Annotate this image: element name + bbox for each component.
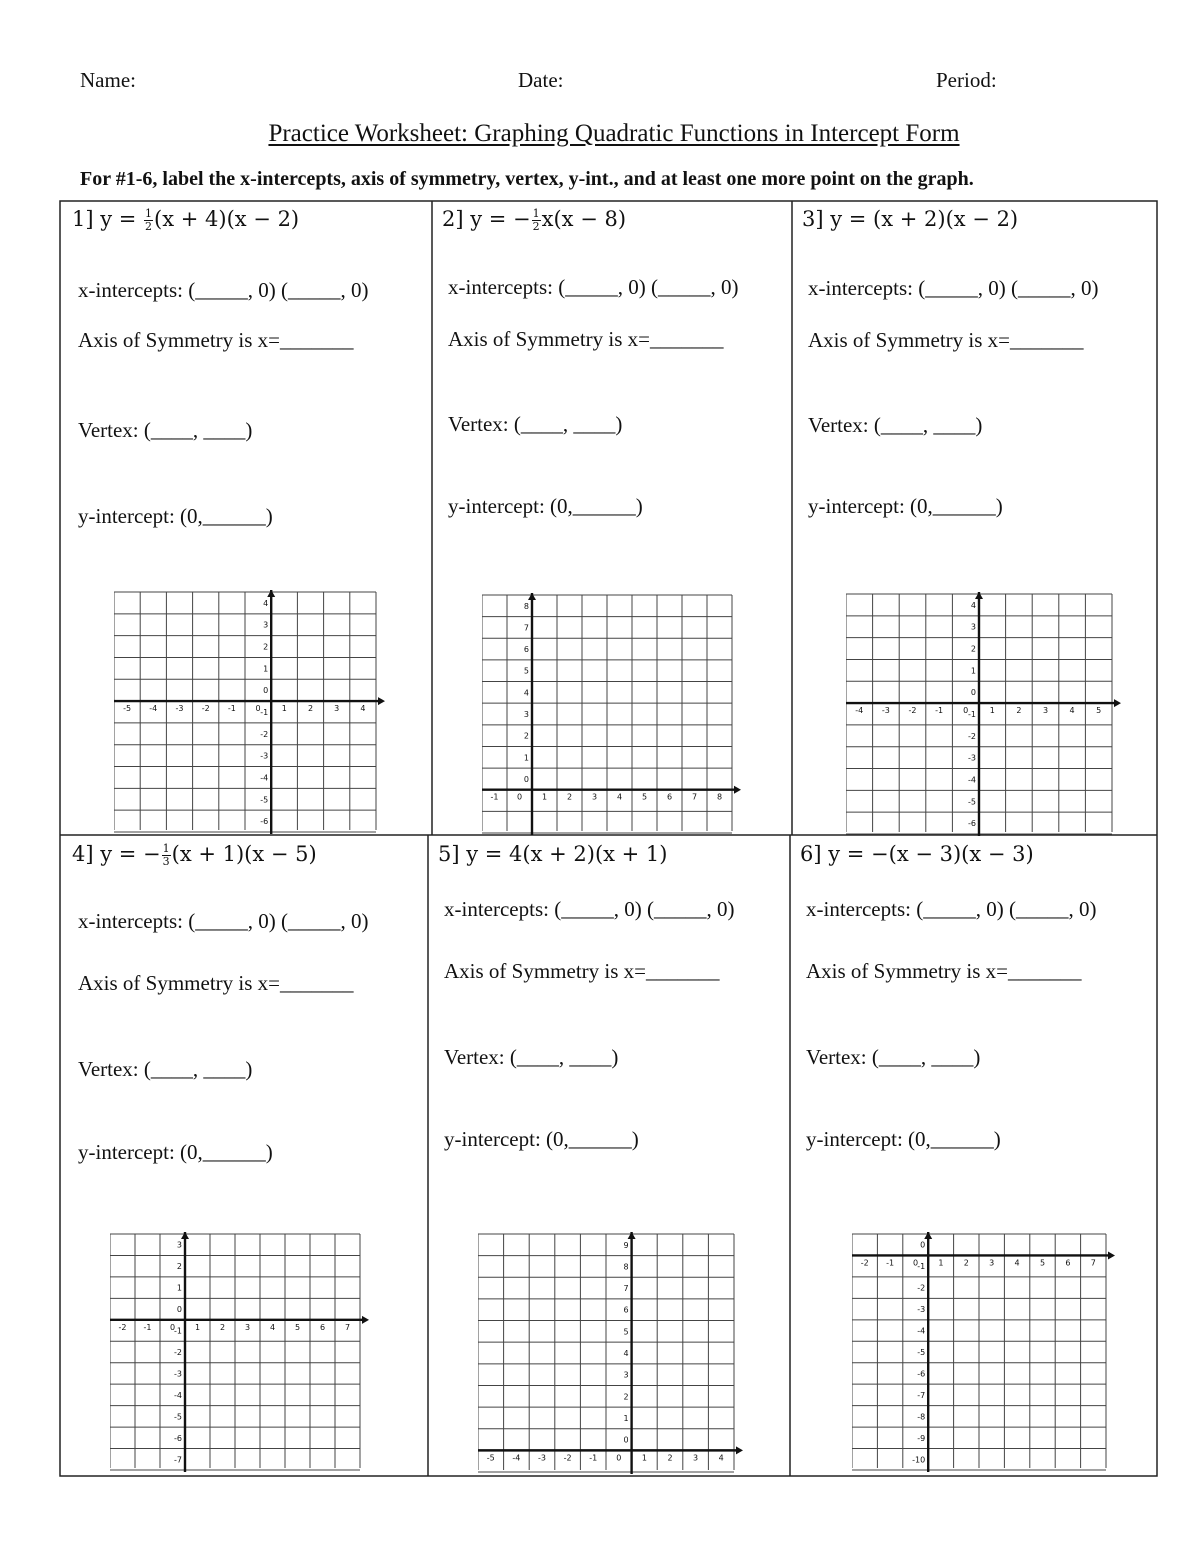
y-tick-label: 6 bbox=[523, 645, 529, 655]
y-axis-arrow bbox=[181, 1232, 189, 1239]
coordinate-grid[interactable] bbox=[478, 1232, 744, 1476]
x-tick-label: 3 bbox=[1042, 706, 1049, 716]
y-tick-label: -6 bbox=[917, 1369, 926, 1379]
x-tick-label: -3 bbox=[881, 706, 890, 716]
equation-fraction bbox=[162, 843, 171, 868]
y-tick-label: 4 bbox=[263, 598, 269, 608]
x-intercepts-label[interactable]: x-intercepts: (_____, 0) (_____, 0) bbox=[808, 276, 1099, 300]
fraction-denominator: 3 bbox=[162, 855, 170, 868]
name-label: Name: bbox=[80, 68, 136, 92]
x-tick-label: -4 bbox=[855, 706, 864, 716]
problem-equation bbox=[72, 207, 299, 233]
x-tick-label: 2 bbox=[1016, 706, 1022, 716]
x-tick-label: 1 bbox=[281, 704, 287, 714]
y-tick-label: 0 bbox=[623, 1435, 629, 1445]
y-tick-label: -5 bbox=[968, 797, 976, 807]
x-tick-label: -5 bbox=[123, 704, 132, 714]
y-tick-label: 7 bbox=[623, 1284, 629, 1294]
x-tick-label: -1 bbox=[143, 1322, 152, 1332]
y-tick-label: -4 bbox=[917, 1326, 926, 1336]
y-tick-label: 7 bbox=[523, 623, 529, 633]
y-tick-label: -2 bbox=[260, 729, 269, 739]
x-tick-label: -5 bbox=[486, 1453, 495, 1463]
x-tick-label: 1 bbox=[938, 1258, 944, 1268]
y-tick-label: 2 bbox=[523, 731, 529, 741]
x-intercepts-label[interactable]: x-intercepts: (_____, 0) (_____, 0) bbox=[448, 275, 739, 299]
y-tick-label: -4 bbox=[968, 775, 976, 785]
y-intercept-label[interactable]: y-intercept: (0,______) bbox=[808, 494, 1003, 518]
y-tick-label: 3 bbox=[176, 1240, 182, 1250]
coordinate-grid[interactable] bbox=[482, 593, 742, 837]
y-tick-label: -4 bbox=[174, 1390, 182, 1400]
x-tick-label: 1 bbox=[641, 1453, 647, 1463]
x-axis-arrow bbox=[736, 1446, 743, 1454]
equation-prefix: y = bbox=[466, 842, 510, 866]
x-tick-label: 5 bbox=[641, 792, 648, 802]
x-tick-label: -2 bbox=[563, 1453, 572, 1463]
x-tick-label: -1 bbox=[935, 706, 944, 716]
y-tick-label: -1 bbox=[174, 1326, 182, 1336]
x-tick-label: 0 bbox=[255, 704, 261, 714]
y-tick-label: 3 bbox=[263, 620, 269, 630]
equation-prefix: y = bbox=[830, 207, 874, 231]
y-tick-label: 4 bbox=[970, 600, 976, 610]
y-tick-label: 5 bbox=[623, 1327, 629, 1337]
axis-of-symmetry-label[interactable]: Axis of Symmetry is x=_______ bbox=[806, 959, 1082, 983]
y-tick-label: 0 bbox=[920, 1240, 926, 1250]
y-tick-label: 2 bbox=[623, 1392, 629, 1402]
problem-number: 5] bbox=[438, 842, 467, 866]
y-tick-label: 0 bbox=[523, 774, 529, 784]
y-axis-arrow bbox=[975, 592, 983, 599]
y-tick-label: -7 bbox=[917, 1390, 926, 1400]
axis-of-symmetry-label[interactable]: Axis of Symmetry is x=_______ bbox=[78, 971, 354, 995]
vertex-label[interactable]: Vertex: (____, ____) bbox=[444, 1045, 619, 1069]
x-axis-arrow bbox=[1108, 1251, 1115, 1259]
x-tick-label: 1 bbox=[989, 706, 995, 716]
y-tick-label: -7 bbox=[174, 1455, 182, 1465]
y-axis-arrow bbox=[528, 593, 536, 600]
y-tick-label: 5 bbox=[523, 666, 529, 676]
coordinate-grid[interactable] bbox=[114, 590, 386, 836]
fraction-denominator: 2 bbox=[532, 220, 540, 233]
equation-prefix: y = − bbox=[100, 842, 161, 866]
vertex-label[interactable]: Vertex: (____, ____) bbox=[448, 412, 623, 436]
equation-factors: −(x − 3)(x − 3) bbox=[871, 842, 1034, 866]
y-tick-label: -6 bbox=[968, 819, 976, 829]
x-tick-label: 2 bbox=[667, 1453, 673, 1463]
coordinate-grid[interactable] bbox=[852, 1232, 1116, 1474]
x-tick-label: 4 bbox=[616, 792, 623, 802]
problem-equation bbox=[438, 842, 667, 866]
y-tick-label: 8 bbox=[623, 1262, 629, 1272]
y-tick-label: -2 bbox=[968, 731, 976, 741]
y-tick-label: 3 bbox=[623, 1370, 629, 1380]
x-axis-arrow bbox=[378, 697, 385, 705]
axis-of-symmetry-label[interactable]: Axis of Symmetry is x=_______ bbox=[78, 328, 354, 352]
x-tick-label: 8 bbox=[716, 792, 723, 802]
x-tick-label: -2 bbox=[860, 1258, 869, 1268]
y-tick-label: -5 bbox=[174, 1412, 182, 1422]
equation-prefix: y = − bbox=[470, 207, 531, 231]
vertex-label[interactable]: Vertex: (____, ____) bbox=[78, 418, 253, 442]
coordinate-grid[interactable] bbox=[846, 592, 1122, 838]
y-tick-label: 2 bbox=[176, 1262, 182, 1272]
y-intercept-label[interactable]: y-intercept: (0,______) bbox=[444, 1127, 639, 1151]
instructions: For #1-6, label the x-intercepts, axis of symmetry, vertex, y-int., and at least one more point on the graph. bbox=[80, 168, 974, 190]
x-intercepts-label[interactable]: x-intercepts: (_____, 0) (_____, 0) bbox=[78, 909, 369, 933]
x-intercepts-label[interactable]: x-intercepts: (_____, 0) (_____, 0) bbox=[806, 897, 1097, 921]
x-tick-label: -1 bbox=[227, 704, 236, 714]
date-label: Date: bbox=[518, 68, 564, 92]
x-axis-arrow bbox=[734, 786, 741, 794]
axis-of-symmetry-label[interactable]: Axis of Symmetry is x=_______ bbox=[808, 328, 1084, 352]
x-tick-label: 0 bbox=[912, 1258, 919, 1268]
x-tick-label: -2 bbox=[118, 1322, 127, 1332]
y-tick-label: -6 bbox=[260, 817, 269, 827]
y-intercept-label[interactable]: y-intercept: (0,______) bbox=[448, 494, 643, 518]
y-tick-label: 4 bbox=[523, 688, 529, 698]
y-tick-label: 1 bbox=[176, 1283, 182, 1293]
x-tick-label: 5 bbox=[1039, 1258, 1046, 1268]
y-tick-label: 1 bbox=[523, 753, 529, 763]
worksheet-title: Practice Worksheet: Graphing Quadratic Functions in Intercept Form bbox=[268, 120, 960, 147]
y-tick-label: -3 bbox=[917, 1305, 926, 1315]
fraction-denominator: 2 bbox=[145, 220, 153, 233]
equation-factors: x(x − 8) bbox=[541, 207, 627, 231]
y-tick-label: 1 bbox=[263, 664, 269, 674]
x-tick-label: 1 bbox=[541, 792, 548, 802]
problem-number: 3] bbox=[802, 207, 831, 231]
y-tick-label: 2 bbox=[970, 644, 976, 654]
x-tick-label: -3 bbox=[175, 704, 184, 714]
x-tick-label: 7 bbox=[691, 792, 698, 802]
x-intercepts-label[interactable]: x-intercepts: (_____, 0) (_____, 0) bbox=[78, 278, 369, 302]
x-tick-label: 4 bbox=[269, 1322, 276, 1332]
x-tick-label: 4 bbox=[360, 704, 366, 714]
x-tick-label: -2 bbox=[908, 706, 917, 716]
y-tick-label: 1 bbox=[623, 1413, 629, 1423]
x-tick-label: 7 bbox=[1090, 1258, 1096, 1268]
x-tick-label: 6 bbox=[319, 1322, 326, 1332]
x-tick-label: 4 bbox=[718, 1453, 724, 1463]
problem-equation bbox=[442, 207, 626, 233]
x-tick-label: 0 bbox=[963, 706, 969, 716]
problem-number: 4] bbox=[72, 842, 101, 866]
fraction-numerator: 1 bbox=[532, 207, 540, 220]
y-tick-label: 0 bbox=[970, 688, 976, 698]
period-label: Period: bbox=[936, 68, 997, 92]
equation-prefix: y = bbox=[100, 207, 144, 231]
y-axis-arrow bbox=[924, 1232, 932, 1239]
x-intercepts-label[interactable]: x-intercepts: (_____, 0) (_____, 0) bbox=[444, 897, 735, 921]
x-tick-label: 0 bbox=[169, 1322, 176, 1332]
equation-fraction bbox=[144, 208, 153, 233]
x-tick-label: 4 bbox=[1014, 1258, 1020, 1268]
y-tick-label: -1 bbox=[917, 1262, 926, 1272]
coordinate-grid[interactable] bbox=[110, 1232, 370, 1474]
x-tick-label: 2 bbox=[566, 792, 573, 802]
y-tick-label: -8 bbox=[917, 1412, 926, 1422]
x-tick-label: -4 bbox=[149, 704, 158, 714]
y-tick-label: 8 bbox=[523, 601, 529, 611]
problem-number: 6] bbox=[800, 842, 829, 866]
y-intercept-label[interactable]: y-intercept: (0,______) bbox=[78, 504, 273, 528]
x-tick-label: 3 bbox=[989, 1258, 995, 1268]
x-tick-label: -1 bbox=[589, 1453, 598, 1463]
x-tick-label: -1 bbox=[490, 792, 499, 802]
equation-factors: 4(x + 2)(x + 1) bbox=[509, 842, 668, 866]
x-tick-label: 1 bbox=[194, 1322, 201, 1332]
x-tick-label: 3 bbox=[244, 1322, 251, 1332]
problem-equation bbox=[802, 207, 1018, 231]
y-tick-label: -3 bbox=[260, 751, 269, 761]
vertex-label[interactable]: Vertex: (____, ____) bbox=[808, 413, 983, 437]
fraction-numerator: 1 bbox=[145, 207, 153, 220]
y-tick-label: -3 bbox=[174, 1369, 182, 1379]
y-axis-arrow bbox=[267, 590, 275, 597]
x-tick-label: 6 bbox=[666, 792, 673, 802]
equation-factors: (x + 1)(x − 5) bbox=[171, 842, 317, 866]
x-axis-arrow bbox=[1114, 699, 1121, 707]
fraction-numerator: 1 bbox=[162, 842, 170, 855]
x-tick-label: 2 bbox=[219, 1322, 226, 1332]
x-tick-label: 0 bbox=[516, 792, 523, 802]
problem-equation bbox=[800, 842, 1034, 866]
y-tick-label: 0 bbox=[176, 1305, 182, 1315]
y-tick-label: -3 bbox=[968, 753, 976, 763]
x-tick-label: -3 bbox=[538, 1453, 546, 1463]
y-tick-label: 3 bbox=[523, 710, 529, 719]
x-tick-label: 3 bbox=[693, 1453, 699, 1463]
y-tick-label: 4 bbox=[623, 1349, 629, 1358]
x-tick-label: -4 bbox=[512, 1453, 521, 1463]
y-tick-label: 2 bbox=[263, 642, 269, 652]
vertex-label[interactable]: Vertex: (____, ____) bbox=[806, 1045, 981, 1069]
y-intercept-label[interactable]: y-intercept: (0,______) bbox=[806, 1127, 1001, 1151]
axis-of-symmetry-label[interactable]: Axis of Symmetry is x=_______ bbox=[448, 327, 724, 351]
x-tick-label: 2 bbox=[963, 1258, 969, 1268]
y-tick-label: -5 bbox=[260, 795, 269, 805]
y-axis-arrow bbox=[628, 1232, 636, 1239]
y-intercept-label[interactable]: y-intercept: (0,______) bbox=[78, 1140, 273, 1164]
problem-equation bbox=[72, 842, 317, 868]
equation-fraction bbox=[532, 208, 541, 233]
x-tick-label: 4 bbox=[1069, 706, 1075, 716]
problem-number: 2] bbox=[442, 207, 471, 231]
x-tick-label: -1 bbox=[886, 1258, 895, 1268]
equation-factors: (x + 2)(x − 2) bbox=[873, 207, 1019, 231]
y-tick-label: 6 bbox=[623, 1305, 629, 1315]
x-tick-label: 0 bbox=[616, 1453, 622, 1463]
problem-number: 1] bbox=[72, 207, 101, 231]
vertex-label[interactable]: Vertex: (____, ____) bbox=[78, 1057, 253, 1081]
y-tick-label: -6 bbox=[174, 1433, 182, 1443]
y-tick-label: -10 bbox=[912, 1455, 926, 1465]
y-tick-label: 9 bbox=[623, 1240, 629, 1250]
x-tick-label: 7 bbox=[344, 1322, 351, 1332]
y-tick-label: -2 bbox=[917, 1283, 926, 1293]
x-axis-arrow bbox=[362, 1316, 369, 1324]
equation-prefix: y = bbox=[828, 842, 872, 866]
x-tick-label: 3 bbox=[591, 792, 598, 802]
equation-factors: (x + 4)(x − 2) bbox=[154, 207, 300, 231]
y-tick-label: -1 bbox=[260, 708, 269, 717]
y-tick-label: -5 bbox=[917, 1348, 926, 1357]
y-tick-label: 0 bbox=[263, 686, 269, 696]
x-tick-label: 3 bbox=[334, 704, 340, 714]
x-tick-label: 5 bbox=[294, 1322, 301, 1332]
y-tick-label: -2 bbox=[174, 1348, 182, 1357]
x-tick-label: 2 bbox=[307, 704, 314, 714]
x-tick-label: 5 bbox=[1096, 706, 1102, 716]
y-tick-label: -1 bbox=[968, 710, 976, 719]
y-tick-label: -4 bbox=[260, 773, 269, 783]
y-tick-label: 1 bbox=[970, 666, 976, 676]
axis-of-symmetry-label[interactable]: Axis of Symmetry is x=_______ bbox=[444, 959, 720, 983]
x-tick-label: -2 bbox=[201, 704, 210, 714]
y-tick-label: -9 bbox=[917, 1433, 926, 1443]
y-tick-label: 3 bbox=[970, 622, 976, 632]
x-tick-label: 6 bbox=[1065, 1258, 1071, 1268]
